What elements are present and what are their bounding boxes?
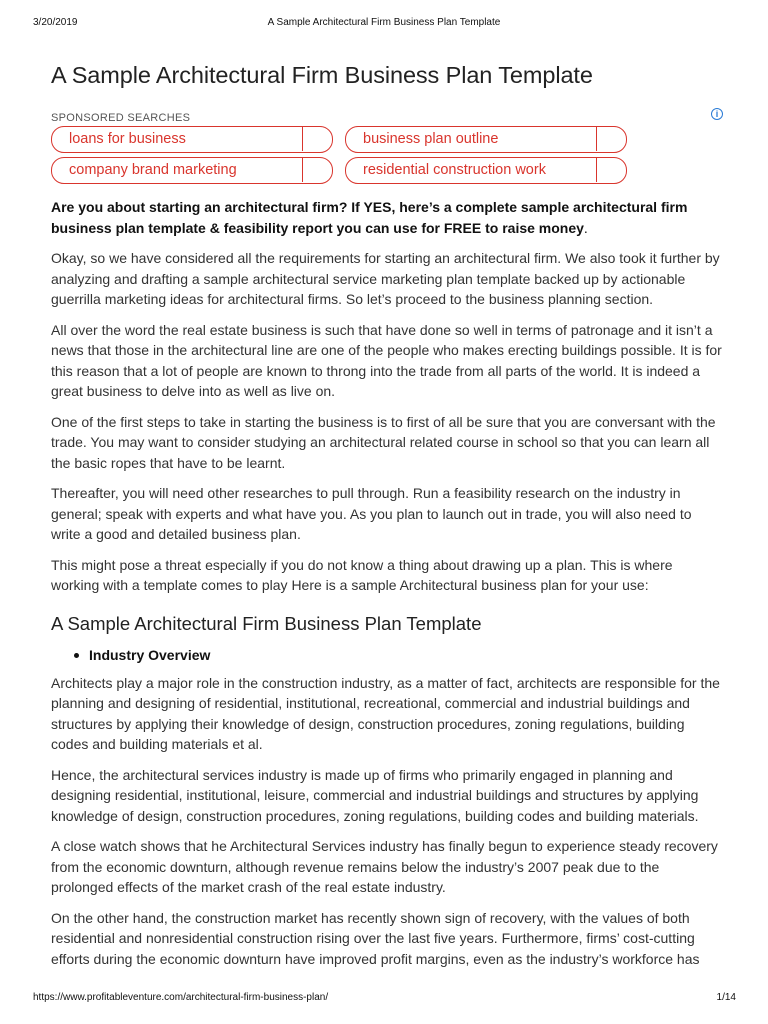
body-paragraph: One of the first steps to take in starting the business is to first of all be sure that you are conversant with the trade. You may want to consider studying an architectural related course in school so that you can learn all the basic ropes that have to be learnt. — [51, 413, 716, 471]
chevron-right-icon — [596, 158, 626, 182]
chevron-right-icon — [302, 158, 332, 182]
article-title: A Sample Architectural Firm Business Plan Template — [51, 62, 593, 88]
sponsored-search-label: business plan outline — [363, 131, 499, 147]
bullet-list — [51, 645, 723, 665]
sponsored-search-link[interactable] — [345, 157, 627, 184]
body-paragraph: This might pose a threat especially if you do not know a thing about drawing up a plan. This is where working with a template comes to play Here is a sample Architectural business plan for your use: — [51, 556, 673, 593]
sponsored-search-label: company brand marketing — [69, 162, 237, 178]
sponsored-searches-header — [51, 108, 723, 126]
print-header — [0, 17, 768, 31]
lead-paragraph: Are you about starting an architectural firm? If YES, here’s a complete sample architectural firm business plan template & feasibility report you can use for FREE to raise money. — [51, 199, 688, 236]
bullet-icon — [74, 653, 79, 658]
sponsored-label: SPONSORED SEARCHES — [51, 112, 191, 124]
chevron-right-icon — [596, 127, 626, 151]
sponsored-search-link[interactable] — [51, 157, 333, 184]
page-number: 1/14 — [716, 992, 736, 1003]
body-paragraph: Architects play a major role in the construction industry, as a matter of fact, architects are responsible for the planning and designing of residential, institutional, recreational, commercial and industrial buildings and structures by applying their knowledge of design, construction procedures, zoning regulations, building codes and building materials et al. — [51, 674, 720, 752]
print-footer — [0, 992, 768, 1006]
body-paragraph: Hence, the architectural services industry is made up of firms who primarily engaged in planning and designing residential, institutional, leisure, commercial and industrial buildings and structures by applying knowledge of design, construction procedures, zoning regulations, building codes and building materials. — [51, 766, 699, 824]
sponsored-search-label: residential construction work — [363, 162, 546, 178]
info-icon[interactable]: i — [711, 108, 723, 120]
sponsored-search-label: loans for business — [69, 131, 186, 147]
body-paragraph: On the other hand, the construction market has recently shown sign of recovery, with the values of both residential and nonresidential construction rising over the last five years. Furthermore, firms’ cost-cutting efforts during the economic downturn have improved profit margins, even as the industry’s workforce has — [51, 909, 700, 967]
print-date: 3/20/2019 — [33, 17, 78, 28]
body-paragraph: A close watch shows that he Architectural Services industry has finally begun to experience steady recovery from the economic downturn, although revenue remains below the industry’s 2007 peak due to the prolonged effects of the market crash of the real estate industry. — [51, 838, 718, 895]
body-paragraph: Okay, so we have considered all the requirements for starting an architectural firm. We also took it further by analyzing and drafting a sample architectural service marketing plan template backed up by actionable guerrilla marketing ideas for architectural firms. So let’s proceed to the business planning section. — [51, 250, 720, 307]
sponsored-searches — [51, 126, 723, 184]
list-item: Industry Overview — [51, 645, 723, 665]
page-url[interactable]: https://www.profitableventure.com/architectural-firm-business-plan/ — [33, 992, 329, 1003]
body-paragraph: Thereafter, you will need other researches to pull through. Run a feasibility research on the industry in general; speak with experts and what have you. As you plan to launch out in trade, you will also need to write a good and detailed business plan. — [51, 485, 692, 542]
print-title: A Sample Architectural Firm Business Plan Template — [267, 17, 501, 28]
chevron-right-icon — [302, 127, 332, 151]
section-heading: A Sample Architectural Firm Business Plan Template — [51, 612, 482, 634]
sponsored-search-link[interactable] — [51, 126, 333, 153]
article — [51, 58, 723, 979]
sponsored-search-link[interactable] — [345, 126, 627, 153]
body-paragraph: All over the word the real estate business is such that have done so well in terms of patronage and it isn’t a news that those in the architectural line are one of the people who makes erecting buildings possible. It is for this reason that a lot of people are known to throng into the trade from all parts of the world. It is indeed a great business to delve into as well as live on. — [51, 321, 722, 399]
